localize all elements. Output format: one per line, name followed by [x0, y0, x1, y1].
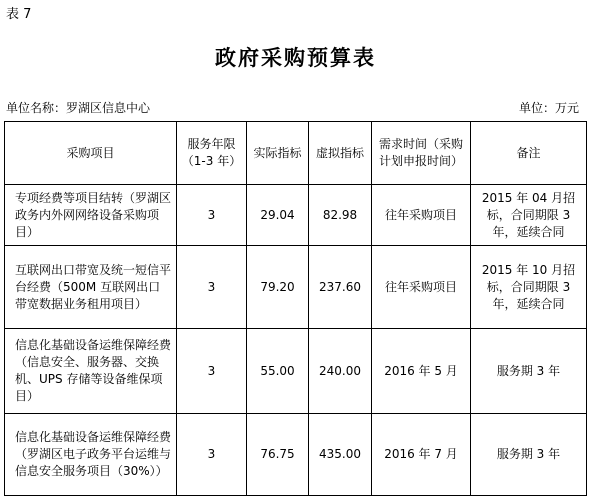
column-header-demand-time: 需求时间（采购计划申报时间）: [372, 122, 471, 185]
column-header-years: 服务年限（1-3 年）: [177, 122, 247, 185]
cell-remark: 服务期 3 年: [471, 329, 587, 414]
cell-years: 3: [177, 414, 247, 496]
table-row: [5, 185, 587, 246]
cell-virtual: 237.60: [309, 246, 372, 329]
cell-virtual: 82.98: [309, 185, 372, 246]
cell-item: 信息化基础设备运维保障经费（信息安全、服务器、交换机、UPS 存储等设备维保项目）: [5, 329, 177, 414]
cell-item: 专项经费等项目结转（罗湖区政务内外网网络设备采购项目）: [5, 185, 177, 246]
cell-item: 互联网出口带宽及统一短信平台经费（500M 互联网出口带宽数据业务租用项目）: [5, 246, 177, 329]
cell-remark: 服务期 3 年: [471, 414, 587, 496]
currency-unit-label: 单位：万元: [518, 101, 579, 115]
page-title: 政府采购预算表: [215, 45, 376, 70]
cell-demand-time: 往年采购项目: [372, 185, 471, 246]
table-number: 表 7: [6, 7, 32, 22]
column-header-remark: 备注: [471, 122, 587, 185]
cell-actual: 55.00: [247, 329, 309, 414]
cell-years: 3: [177, 185, 247, 246]
column-header-item: 采购项目: [5, 122, 177, 185]
column-header-virtual: 虚拟指标: [309, 122, 372, 185]
cell-actual: 76.75: [247, 414, 309, 496]
cell-item: 信息化基础设备运维保障经费（罗湖区电子政务平台运维与信息安全服务项目（30%））: [5, 414, 177, 496]
column-header-actual: 实际指标: [247, 122, 309, 185]
cell-virtual: 240.00: [309, 329, 372, 414]
cell-demand-time: 往年采购项目: [372, 246, 471, 329]
cell-actual: 79.20: [247, 246, 309, 329]
cell-demand-time: 2016 年 7 月: [372, 414, 471, 496]
cell-virtual: 435.00: [309, 414, 372, 496]
procurement-budget-table: [4, 121, 587, 496]
cell-actual: 29.04: [247, 185, 309, 246]
cell-remark: 2015 年 10 月招标，合同期限 3 年，延续合同: [471, 246, 587, 329]
table-row: [5, 246, 587, 329]
table-header-row: [5, 122, 587, 185]
table-row: [5, 329, 587, 414]
table-row: [5, 414, 587, 496]
cell-remark: 2015 年 04 月招标，合同期限 3 年，延续合同: [471, 185, 587, 246]
cell-years: 3: [177, 246, 247, 329]
cell-demand-time: 2016 年 5 月: [372, 329, 471, 414]
cell-years: 3: [177, 329, 247, 414]
unit-name-label: 单位名称：罗湖区信息中心: [6, 101, 151, 115]
